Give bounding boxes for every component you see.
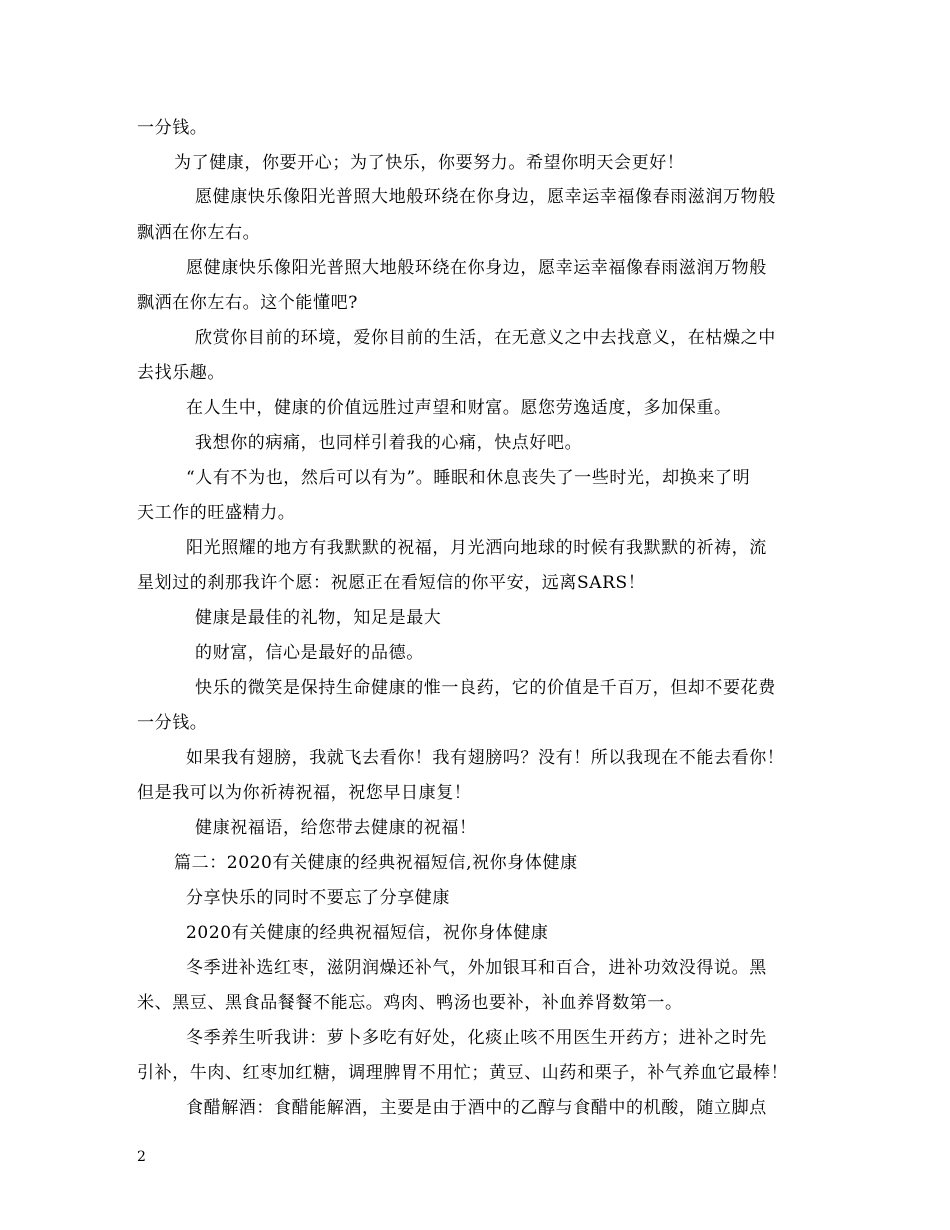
- text-line: 冬季养生听我讲：萝卜多吃有好处，化痰止咳不用医生开药方；进补之时先: [186, 1028, 767, 1048]
- text-line: 阳光照耀的地方有我默默的祝福，月光洒向地球的时候有我默默的祈祷，流: [186, 538, 767, 558]
- text-line: 健康是最佳的礼物，知足是最大: [195, 608, 442, 628]
- text-line: 冬季进补选红枣，滋阴润燥还补气，外加银耳和百合，进补功效没得说。黑: [186, 958, 767, 978]
- text-line: 引补，牛肉、红枣加红糖，调理脾胃不用忙；黄豆、山药和栗子，补气养血它最棒！: [137, 1063, 789, 1083]
- text-line: 星划过的刹那我许个愿：祝愿正在看短信的你平安，远离SARS！: [137, 573, 646, 593]
- text-line: 快乐的微笑是保持生命健康的惟一良药，它的价值是千百万，但却不要花费: [195, 678, 776, 698]
- text-line: 为了健康，你要开心；为了快乐，你要努力。希望你明天会更好！: [174, 153, 685, 173]
- text-line: 食醋解酒：食醋能解酒，主要是由于酒中的乙醇与食醋中的机酸，随立脚点: [186, 1098, 767, 1118]
- text-line: 如果我有翅膀，我就飞去看你！我有翅膀吗？没有！所以我现在不能去看你！: [186, 748, 785, 768]
- text-line: 飘洒在你左右。这个能懂吧?: [137, 293, 358, 313]
- text-line: 欣赏你目前的环境，爱你目前的生活，在无意义之中去找意义，在枯燥之中: [195, 328, 776, 348]
- text-line: 去找乐趣。: [137, 363, 225, 383]
- text-line: 分享快乐的同时不要忘了分享健康: [186, 888, 450, 908]
- text-line: 健康祝福语，给您带去健康的祝福！: [195, 818, 477, 838]
- text-line: 愿健康快乐像阳光普照大地般环绕在你身边，愿幸运幸福像春雨滋润万物般: [186, 258, 767, 278]
- text-line: 2020有关健康的经典祝福短信，祝你身体健康: [186, 923, 549, 943]
- section-heading: 篇二：2020有关健康的经典祝福短信,祝你身体健康: [174, 853, 578, 873]
- text-line: 愿健康快乐像阳光普照大地般环绕在你身边，愿幸运幸福像春雨滋润万物般: [195, 187, 776, 207]
- text-line: 一分钱。: [137, 118, 208, 138]
- page-number: 2: [137, 1149, 146, 1165]
- text-line: “人有不为也，然后可以有为”。睡眠和休息丧失了一些时光，却换来了明: [186, 468, 751, 488]
- text-line: 在人生中，健康的价值远胜过声望和财富。愿您劳逸适度，多加保重。: [186, 398, 732, 418]
- text-line: 飘洒在你左右。: [137, 223, 261, 243]
- text-line: 但是我可以为你祈祷祝福，祝您早日康复！: [137, 783, 472, 803]
- text-line: 一分钱。: [137, 713, 208, 733]
- text-line: 天工作的旺盛精力。: [137, 503, 296, 523]
- text-line: 米、黑豆、黑食品餐餐不能忘。鸡肉、鸭汤也要补，补血养肾数第一。: [137, 993, 683, 1013]
- text-line: 的财富，信心是最好的品德。: [195, 643, 424, 663]
- text-line: 我想你的病痛，也同样引着我的心痛，快点好吧。: [195, 433, 583, 453]
